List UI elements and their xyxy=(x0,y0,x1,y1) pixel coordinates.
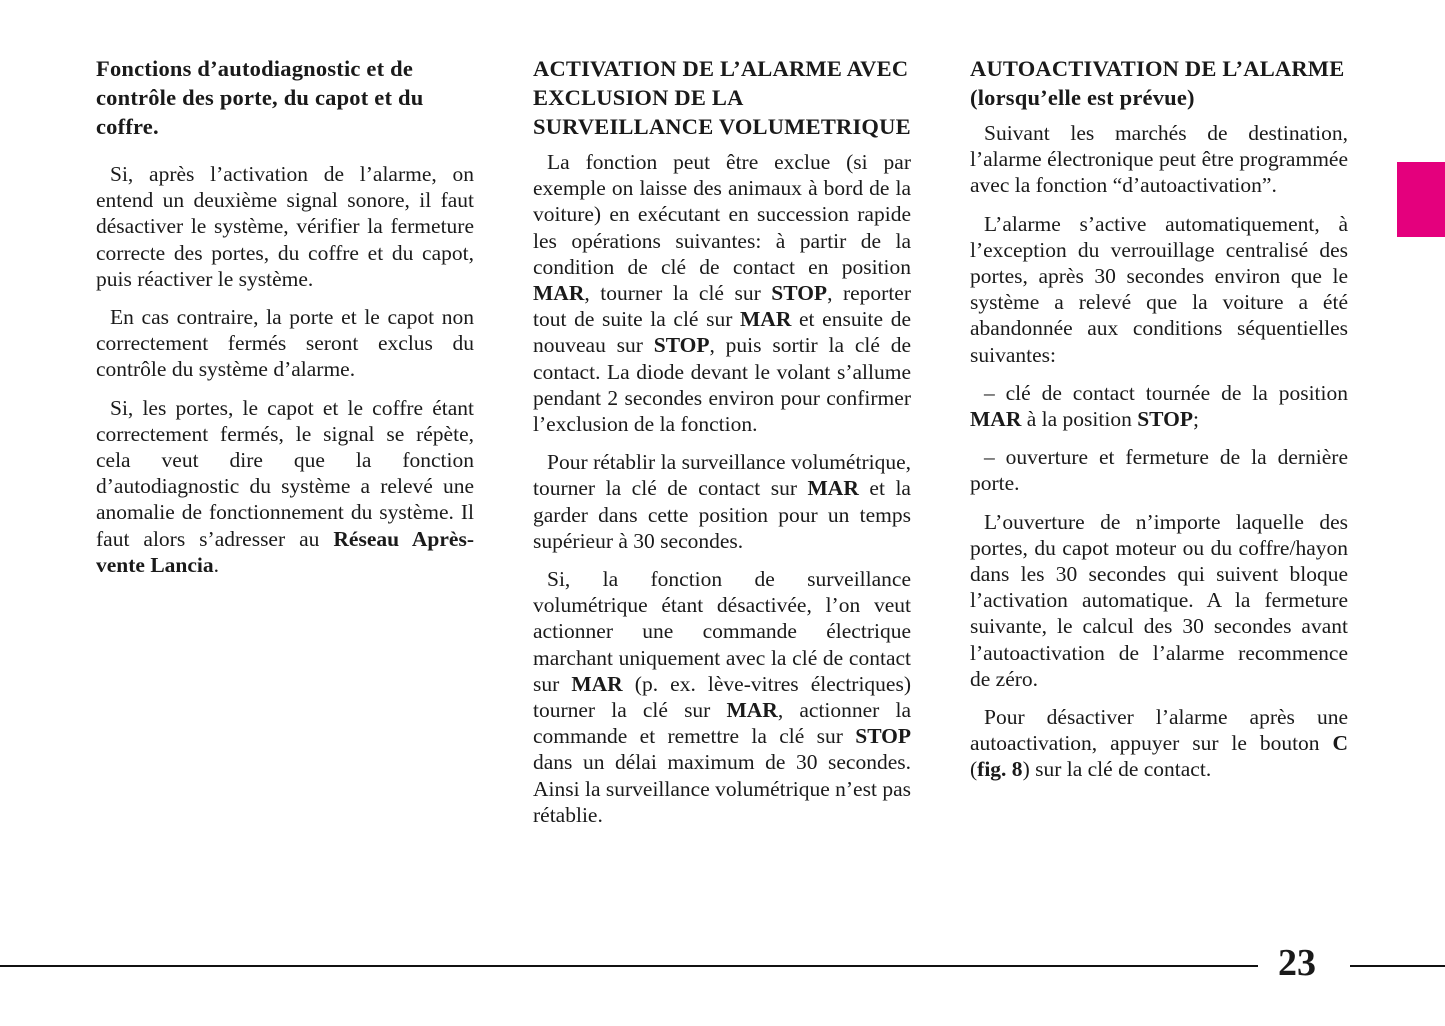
text-run: Si, la fonction de surveillance volumétrique étant désactivée, l’on veut actionner une commande électrique marchant uniquement avec la clé de contact sur xyxy=(533,567,911,696)
bold-term: MAR xyxy=(807,476,859,501)
bold-term: MAR xyxy=(726,698,778,723)
paragraph xyxy=(533,566,911,828)
bold-term: STOP xyxy=(771,281,828,306)
bold-term: MAR xyxy=(740,307,792,332)
text-run: ) sur la clé de contact. xyxy=(1022,757,1212,782)
text-run: ( xyxy=(970,757,978,782)
section-tab-marker xyxy=(1397,162,1445,237)
text-run: . xyxy=(213,552,220,577)
bold-term: MAR xyxy=(571,671,623,696)
bold-term: STOP xyxy=(855,724,911,749)
text-run: La fonction peut être exclue (si par exemple on laisse des animaux à bord de la voiture) en exécutant en succession rapide les opérations suivantes: à partir de la condition de clé de contact en position xyxy=(533,150,911,279)
paragraph xyxy=(970,509,1348,692)
text-run: à la position xyxy=(1021,407,1138,432)
text-run: – clé de contact tournée de la position xyxy=(984,380,1348,405)
text-run: Suivant les marchés de destination, l’alarme électronique peut être programmée avec la fonction “d’autoactivation”. xyxy=(970,121,1348,198)
section-heading: AUTOACTIVATION DE L’ALARME (lorsqu’elle est prévue) xyxy=(970,56,1345,110)
text-run: , puis sortir la clé de contact. La diode devant le volant s’allume pendant 2 secondes environ pour confirmer l’exclusion de la fonction. xyxy=(533,333,911,437)
column-1 xyxy=(96,54,474,590)
text-run: et la garder dans cette position pour un temps supérieur à 30 secondes. xyxy=(533,476,911,553)
page-number: 23 xyxy=(1278,942,1316,984)
text-run: (p. ex. lève-vitres électriques) tourner la clé sur xyxy=(533,671,911,723)
text-run: et ensuite de nouveau sur xyxy=(533,307,911,358)
paragraph xyxy=(970,444,1348,496)
paragraph xyxy=(970,704,1348,783)
text-run: ; xyxy=(1192,407,1199,432)
text-run: – ouverture et fermeture de la dernière porte. xyxy=(970,445,1348,496)
column-3 xyxy=(970,54,1348,795)
paragraph xyxy=(970,211,1348,368)
paragraph xyxy=(533,449,911,554)
text-run: L’ouverture de n’importe laquelle des portes, du capot moteur ou du coffre/hayon dans les 30 secondes qui suivent bloque l’activation automatique. A la fermeture suivante, le calcul des 30 secondes avant l’autoactivation de l’alarme recommence de zéro. xyxy=(970,509,1348,691)
bold-term: C xyxy=(1332,731,1348,756)
paragraph xyxy=(96,395,474,578)
section-heading: ACTIVATION DE L’ALARME AVEC EXCLUSION DE LA SURVEILLANCE VOLUMETRIQUE xyxy=(533,56,911,139)
text-run: Si, après l’activation de l’alarme, on entend un deuxième signal sonore, il faut désactiver le système, vérifier la fermeture correcte des portes, du coffre et du capot, puis réactiver le système. xyxy=(96,162,474,291)
bold-term: STOP xyxy=(1137,407,1193,432)
bold-term: MAR xyxy=(970,407,1022,432)
paragraph xyxy=(970,380,1348,432)
section-heading: Fonctions d’autodiagnostic et de contrôle des porte, du capot et du coffre. xyxy=(96,56,424,139)
text-run: , tourner la clé sur xyxy=(584,281,772,306)
footer-rule-left xyxy=(0,965,1258,967)
paragraph xyxy=(96,304,474,383)
bold-term: fig. 8 xyxy=(977,757,1023,782)
bold-term: MAR xyxy=(533,281,585,306)
text-run: Si, les portes, le capot et le coffre étant correctement fermés, le signal se répète, cela veut dire que la fonction d’autodiagnostic du système a relevé une anomalie de fonctionnement du système. Il faut alors s’adresser au xyxy=(96,395,474,551)
text-run: , actionner la commande et remettre la clé sur xyxy=(533,698,911,749)
column-2 xyxy=(533,54,911,840)
text-run: dans un délai maximum de 30 secondes. Ainsi la surveillance volumétrique n’est pas rétablie. xyxy=(533,750,911,827)
footer-rule-right xyxy=(1350,965,1445,967)
paragraph xyxy=(533,149,911,437)
bold-term: Réseau Après-vente Lancia xyxy=(96,526,474,577)
paragraph xyxy=(970,120,1348,199)
text-run: En cas contraire, la porte et le capot non correctement fermés seront exclus du contrôle du système d’alarme. xyxy=(96,305,474,382)
text-run: L’alarme s’active automatiquement, à l’exception du verrouillage centralisé des portes, après 30 secondes environ que le système a relevé que la voiture a été abandonnée aux conditions séquentielles suivantes: xyxy=(970,211,1348,367)
text-run: Pour désactiver l’alarme après une autoactivation, appuyer sur le bouton xyxy=(970,705,1348,756)
text-run: Pour rétablir la surveillance volumétrique, tourner la clé de contact sur xyxy=(533,450,911,501)
bold-term: STOP xyxy=(653,333,710,358)
paragraph xyxy=(96,161,474,292)
text-run: , reporter tout de suite la clé sur xyxy=(533,281,911,332)
